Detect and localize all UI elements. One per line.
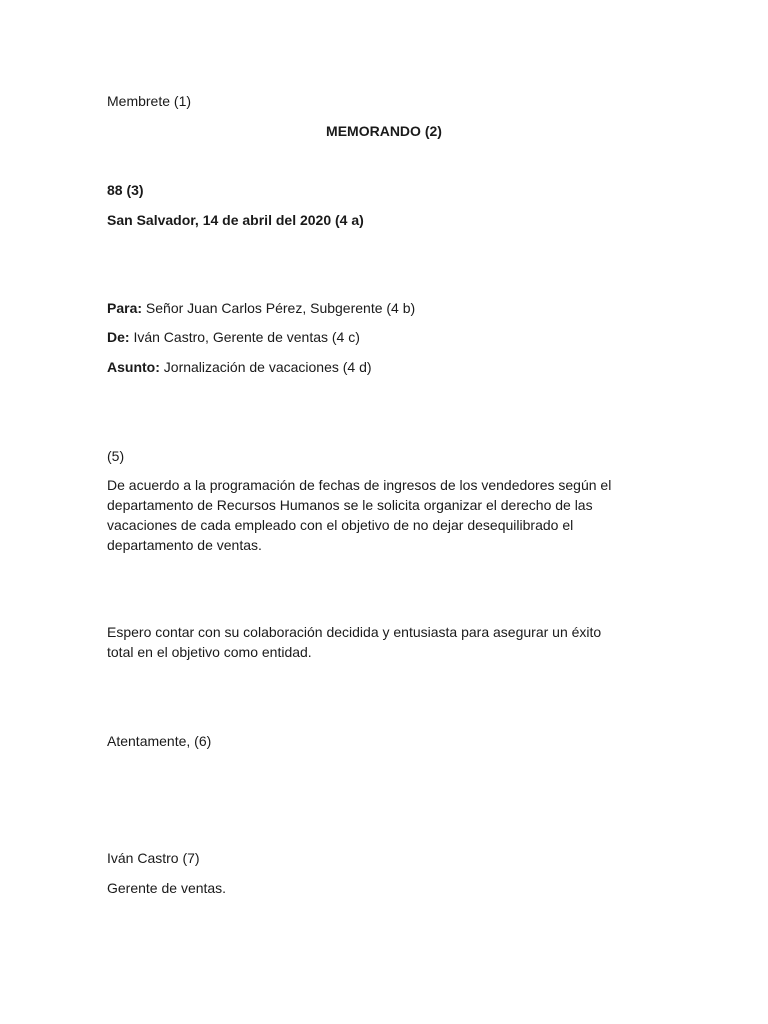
closing-paragraph — [107, 622, 667, 662]
signature-title: Gerente de ventas. — [107, 880, 227, 896]
memo-number: 88 (3) — [107, 182, 144, 198]
closing-line: Espero contar con su colaboración decidida y entusiasta para asegurar un éxito — [107, 624, 602, 640]
subject-line — [107, 358, 372, 376]
from-value: Iván Castro, Gerente de ventas (4 c) — [129, 329, 360, 345]
memo-title-text: MEMORANDO (2) — [326, 123, 442, 139]
letterhead: Membrete (1) — [107, 93, 192, 109]
from-line — [107, 328, 360, 346]
body-line: departamento de Recursos Humanos se le solicita organizar el derecho de las — [107, 497, 593, 513]
to-line — [107, 299, 415, 317]
memo-title — [0, 122, 768, 140]
body-line: vacaciones de cada empleado con el objetivo de no dejar desequilibrado el — [107, 517, 574, 533]
subject-label: Asunto: — [107, 359, 160, 375]
to-label: Para: — [107, 300, 143, 316]
to-value: Señor Juan Carlos Pérez, Subgerente (4 b) — [142, 300, 416, 316]
body-marker: (5) — [107, 448, 125, 464]
body-paragraph — [107, 475, 667, 555]
from-label: De: — [107, 329, 130, 345]
subject-value: Jornalización de vacaciones (4 d) — [159, 359, 372, 375]
place-date: San Salvador, 14 de abril del 2020 (4 a) — [107, 212, 364, 228]
salutation: Atentamente, (6) — [107, 733, 212, 749]
signature-name: Iván Castro (7) — [107, 850, 200, 866]
body-line: De acuerdo a la programación de fechas de ingresos de los vendedores según el — [107, 477, 612, 493]
body-line: departamento de ventas. — [107, 537, 262, 553]
closing-line: total en el objetivo como entidad. — [107, 644, 312, 660]
